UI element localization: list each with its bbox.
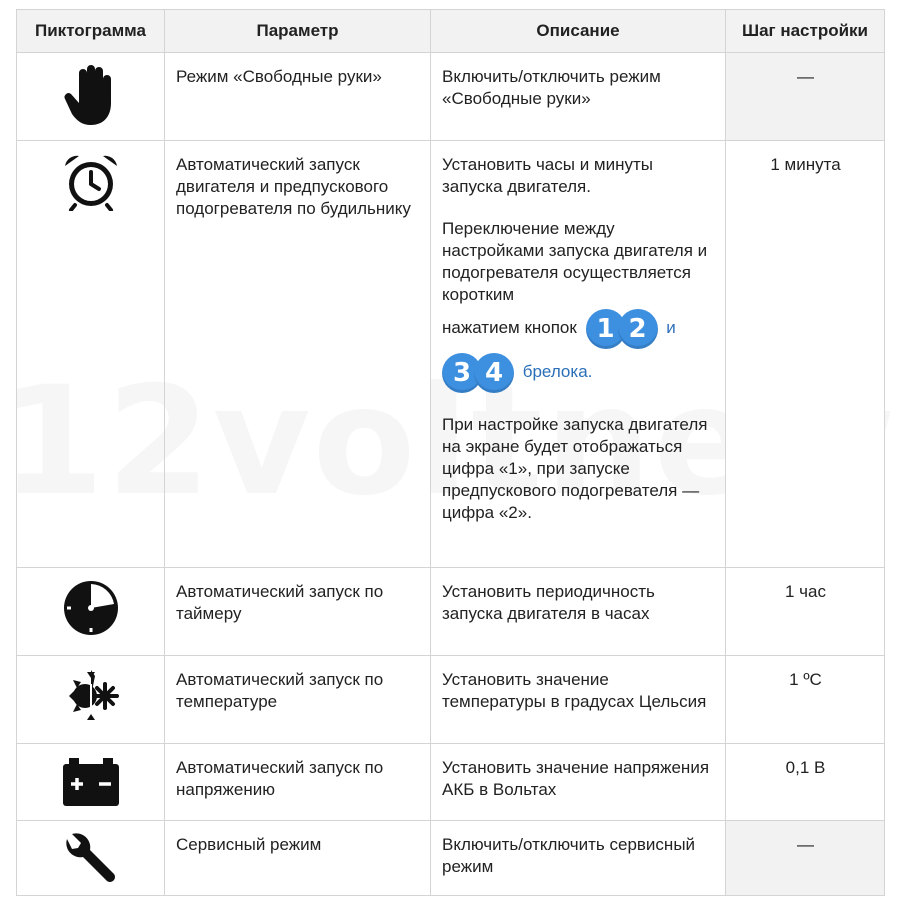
step-temperature: 1 ºC bbox=[726, 656, 885, 744]
pictogram-cell bbox=[17, 568, 165, 656]
and-text: и bbox=[666, 318, 676, 337]
param-alarm: Автоматический запуск двигателя и предпускового подогревателя по будильнику bbox=[165, 141, 431, 568]
pictogram-cell bbox=[17, 656, 165, 744]
param-temperature: Автоматический запуск по температуре bbox=[165, 656, 431, 744]
wrench-icon bbox=[61, 831, 121, 887]
param-voltage: Автоматический запуск по напряжению bbox=[165, 744, 431, 821]
alarm-clock-icon bbox=[61, 151, 121, 211]
pictogram-cell bbox=[17, 744, 165, 821]
key-3-button: 3 bbox=[442, 353, 482, 393]
table-row bbox=[17, 744, 885, 821]
fob-text: брелока. bbox=[522, 362, 593, 381]
desc-timer: Установить периодичность запуска двигателя в часах bbox=[431, 568, 726, 656]
header-pictogram: Пиктограмма bbox=[17, 10, 165, 53]
step-timer: 1 час bbox=[726, 568, 885, 656]
pictogram-cell bbox=[17, 821, 165, 896]
table-row bbox=[17, 821, 885, 896]
param-timer: Автоматический запуск по таймеру bbox=[165, 568, 431, 656]
desc-alarm-p3: При настройке запуска двигателя на экране будет отображаться цифра «1», при запуске предпускового подогревателя — цифра «2». bbox=[442, 415, 708, 522]
desc-alarm-p2: Переключение между настройками запуска двигателя и подогревателя осуществляется коротким bbox=[442, 219, 708, 304]
table-row bbox=[17, 656, 885, 744]
param-service: Сервисный режим bbox=[165, 821, 431, 896]
sun-snowflake-icon bbox=[61, 666, 121, 726]
pictogram-cell bbox=[17, 141, 165, 568]
key-4-button: 4 bbox=[474, 353, 514, 393]
header-description: Описание bbox=[431, 10, 726, 53]
step-voltage: 0,1 В bbox=[726, 744, 885, 821]
press-text: нажатием кнопок bbox=[442, 318, 577, 337]
pictogram-cell bbox=[17, 53, 165, 141]
step-alarm: 1 минута bbox=[726, 141, 885, 568]
header-step: Шаг настройки bbox=[726, 10, 885, 53]
battery-icon bbox=[61, 754, 121, 810]
keys-1-2 bbox=[586, 309, 658, 349]
table-row bbox=[17, 141, 885, 568]
keys-line-2 bbox=[442, 350, 715, 394]
table-row bbox=[17, 568, 885, 656]
header-parameter: Параметр bbox=[165, 10, 431, 53]
key-2-button: 2 bbox=[618, 309, 658, 349]
step-hands-free: — bbox=[726, 53, 885, 141]
desc-voltage: Установить значение напряжения АКБ в Вольтах bbox=[431, 744, 726, 821]
param-hands-free: Режим «Свободные руки» bbox=[165, 53, 431, 141]
keys-line-1 bbox=[442, 306, 715, 350]
settings-table bbox=[16, 9, 885, 896]
desc-alarm bbox=[431, 141, 726, 568]
step-service: — bbox=[726, 821, 885, 896]
table-header-row bbox=[17, 10, 885, 53]
timer-icon bbox=[61, 578, 121, 638]
key-1-button: 1 bbox=[586, 309, 626, 349]
hand-icon bbox=[61, 63, 121, 127]
desc-alarm-p1: Установить часы и минуты запуска двигателя. bbox=[442, 155, 653, 196]
table-row bbox=[17, 53, 885, 141]
desc-hands-free: Включить/отключить режим «Свободные руки» bbox=[431, 53, 726, 141]
desc-temperature: Установить значение температуры в градусах Цельсия bbox=[431, 656, 726, 744]
keys-3-4 bbox=[442, 353, 514, 393]
desc-service: Включить/отключить сервисный режим bbox=[431, 821, 726, 896]
